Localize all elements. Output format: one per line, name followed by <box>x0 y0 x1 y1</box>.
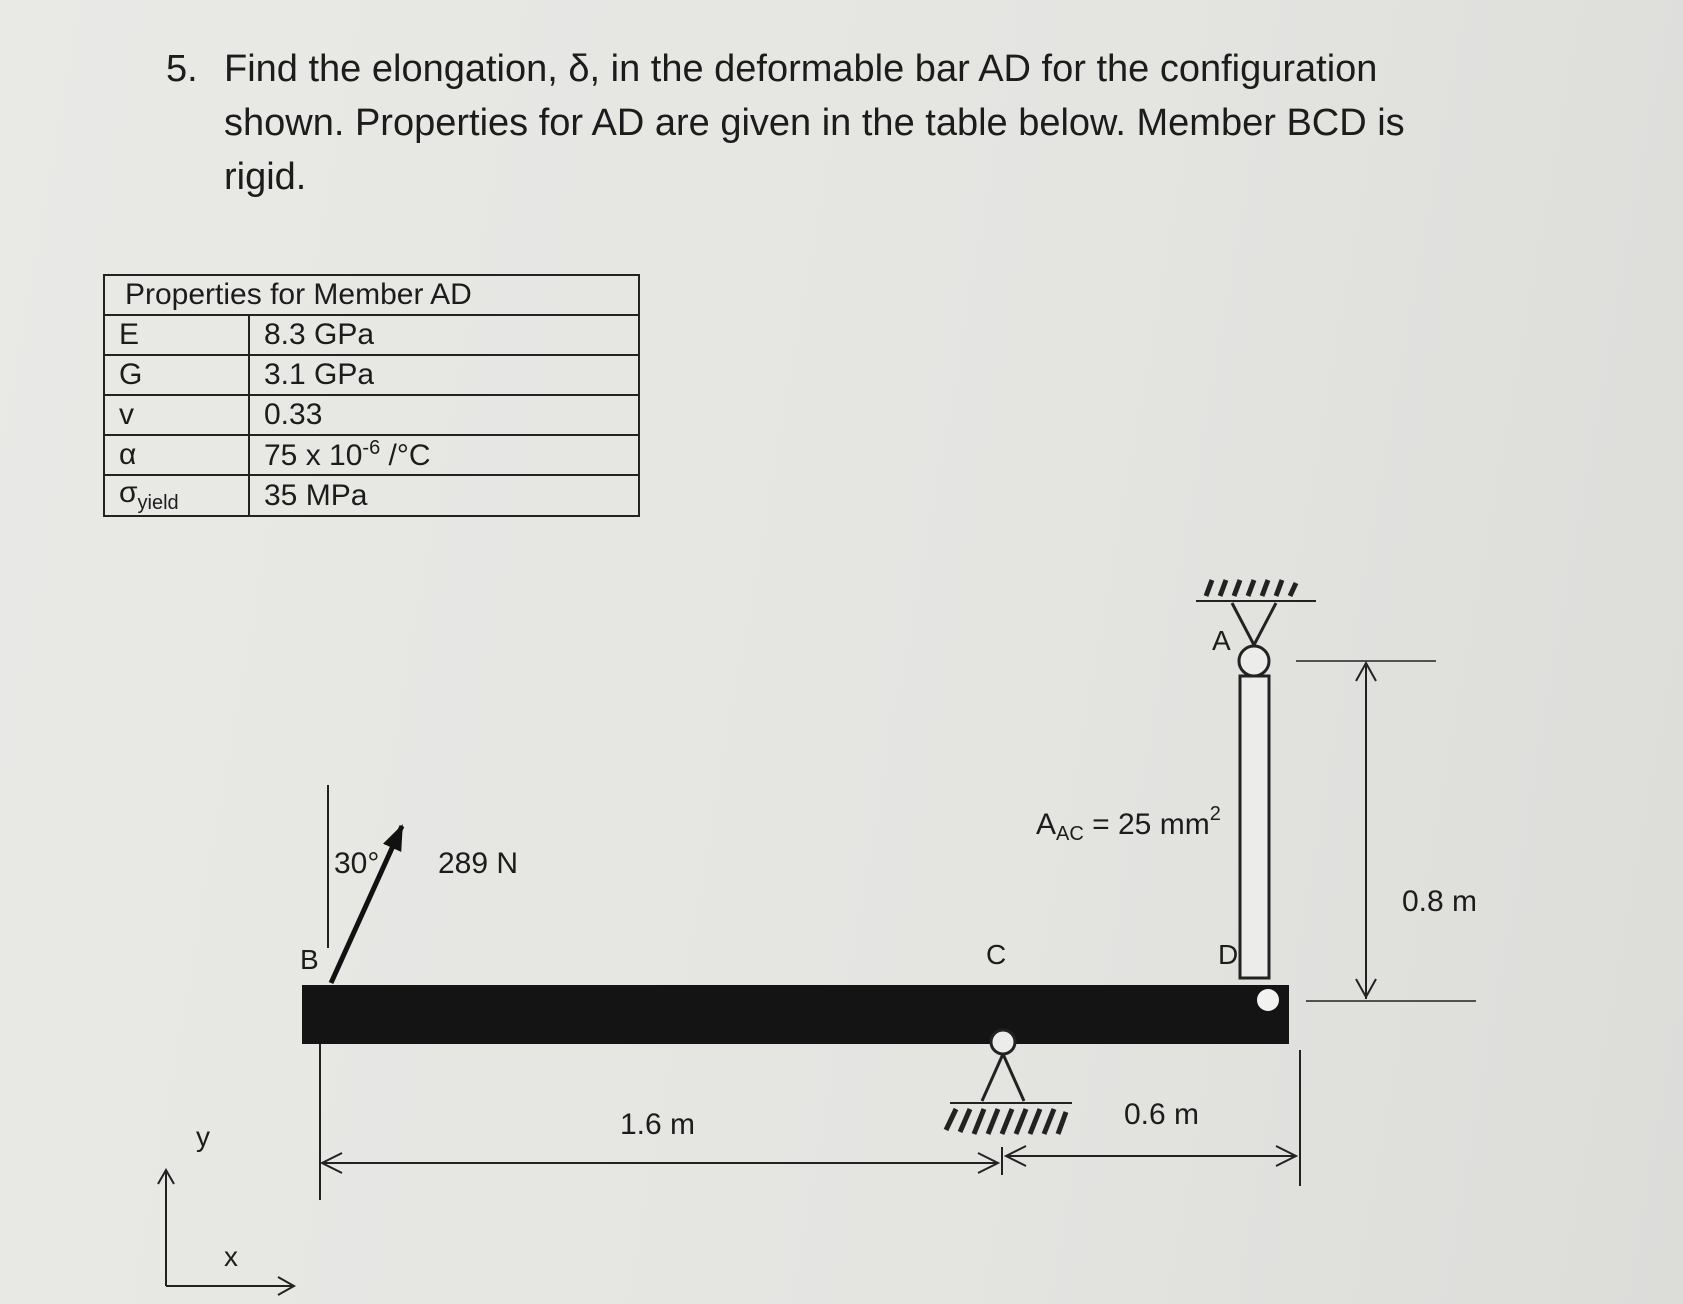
sigma-symbol: σ <box>119 476 138 509</box>
pin-a <box>1239 646 1269 676</box>
dimension-label-cd: 0.6 m <box>1124 1098 1200 1131</box>
area-value: = 25 mm <box>1083 808 1210 841</box>
area-exponent: 2 <box>1209 803 1221 825</box>
axis-label-x: x <box>224 1241 238 1272</box>
axis-label-y: y <box>196 1121 210 1152</box>
property-value: 35 MPa <box>249 475 639 516</box>
property-value: 0.33 <box>249 395 639 435</box>
alpha-exponent: -6 <box>362 437 381 459</box>
problem-number: 5. <box>166 48 198 90</box>
property-value: 3.1 GPa <box>249 355 639 395</box>
force-label: 289 N <box>438 847 519 880</box>
sigma-subscript: yield <box>137 492 179 514</box>
alpha-mantissa: 75 x 10 <box>264 439 363 472</box>
rigid-beam-bcd <box>302 985 1289 1044</box>
label-c: C <box>986 939 1007 970</box>
property-value: 8.3 GPa <box>249 315 639 355</box>
problem-text: Find the elongation, δ, in the deformable bar AD for the configuration shown. Properties for AD are given in the table below. Member BCD is rigid. <box>224 48 1405 198</box>
pin-support-c <box>946 1030 1072 1134</box>
area-label <box>1036 803 1221 845</box>
property-symbol: E <box>104 315 249 355</box>
alpha-unit: /°C <box>380 439 431 472</box>
area-symbol: A <box>1036 808 1057 841</box>
table-title: Properties for Member AD <box>104 275 639 315</box>
label-d: D <box>1218 939 1239 970</box>
bar-ad <box>1240 676 1269 978</box>
label-b: B <box>300 944 319 975</box>
dimension-label-bc: 1.6 m <box>620 1108 696 1141</box>
coordinate-axes <box>158 1170 294 1295</box>
property-symbol: α <box>104 435 249 475</box>
property-symbol: G <box>104 355 249 395</box>
area-subscript: AC <box>1056 823 1084 845</box>
angle-label: 30° <box>334 847 380 880</box>
pin-d <box>1257 989 1279 1011</box>
dimension-bar-height <box>1296 661 1476 1001</box>
property-symbol: v <box>104 395 249 435</box>
label-a: A <box>1212 625 1231 656</box>
dimension-label-bar-height: 0.8 m <box>1402 885 1478 918</box>
